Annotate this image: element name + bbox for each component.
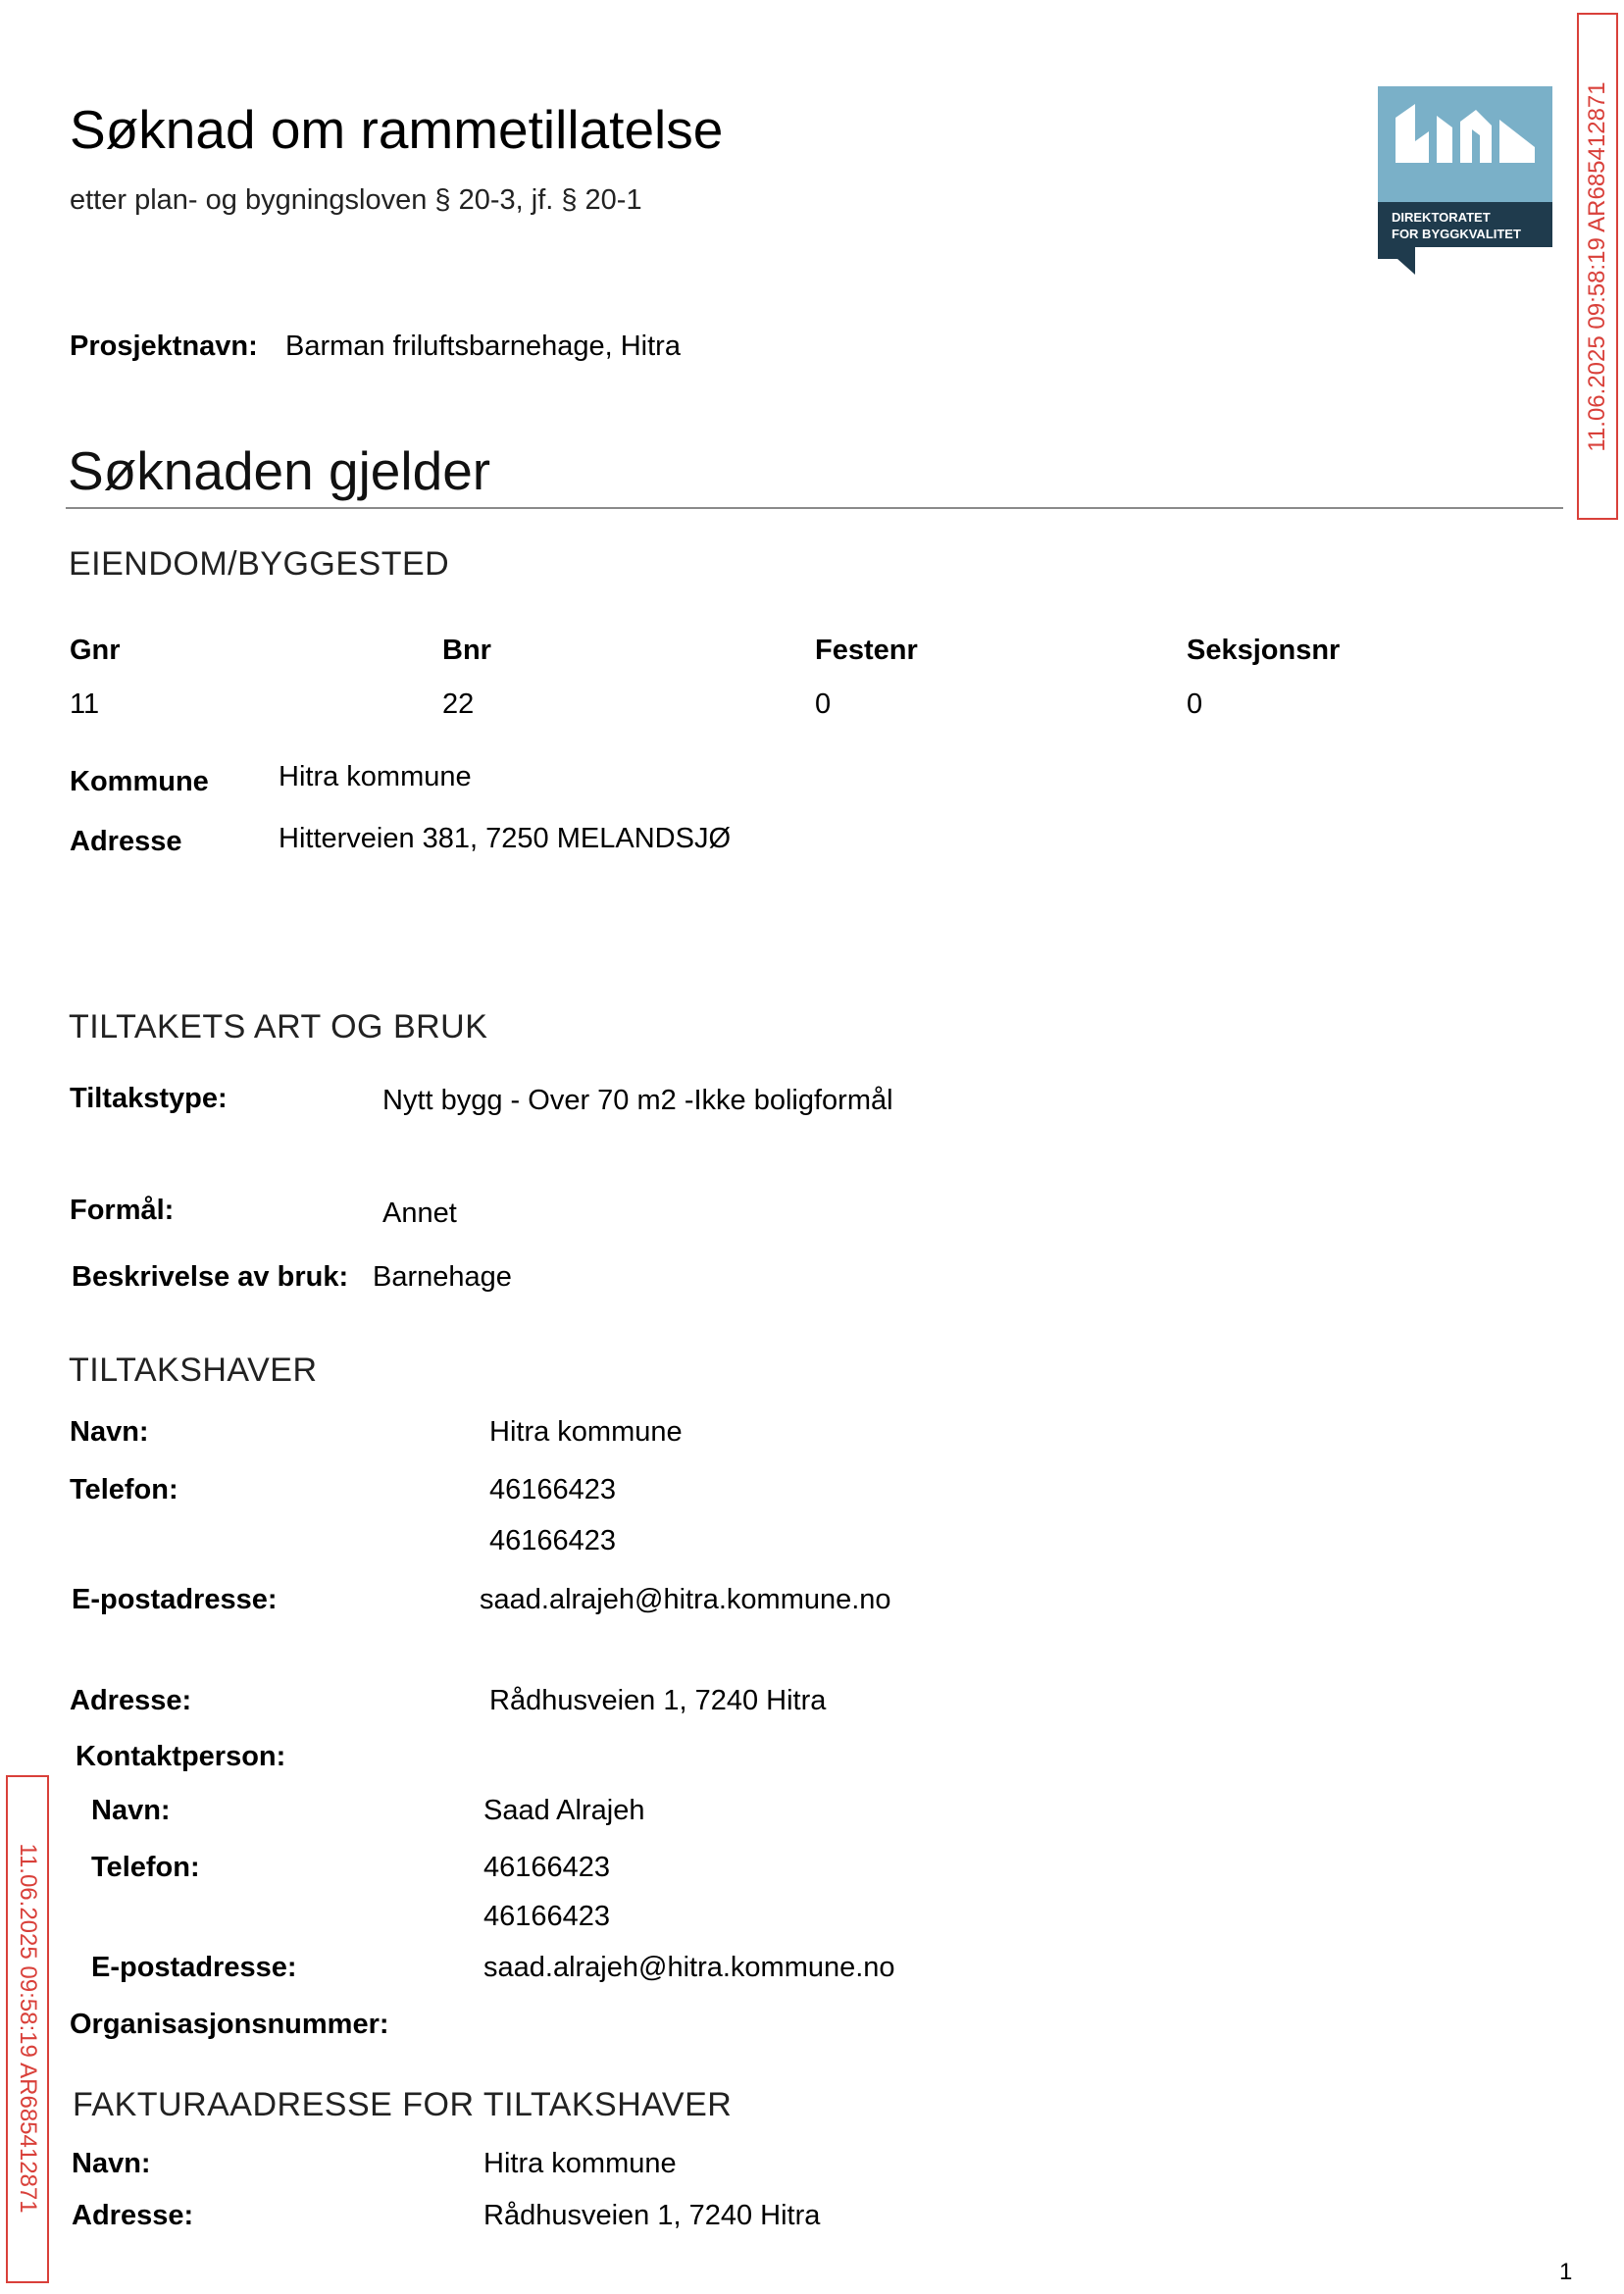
tiltakshaver-epost-label: E-postadresse: bbox=[72, 1584, 278, 1615]
festenr-label: Festenr bbox=[815, 635, 918, 666]
tiltakstype-label: Tiltakstype: bbox=[70, 1083, 228, 1114]
formal-value: Annet bbox=[382, 1198, 457, 1229]
kontakt-telefon-value-1: 46166423 bbox=[483, 1852, 611, 1883]
project-name-label: Prosjektnavn: bbox=[70, 331, 258, 362]
seksjonsnr-value: 0 bbox=[1187, 688, 1203, 720]
logo-line-2: FOR BYGGKVALITET bbox=[1392, 227, 1521, 241]
tiltakstype-value: Nytt bygg - Over 70 m2 -Ikke boligformål bbox=[382, 1085, 893, 1116]
document-title: Søknad om rammetillatelse bbox=[70, 99, 724, 160]
festenr-value: 0 bbox=[815, 688, 832, 720]
gnr-label: Gnr bbox=[70, 635, 121, 666]
faktura-navn-label: Navn: bbox=[72, 2148, 151, 2179]
bnr-value: 22 bbox=[442, 688, 475, 720]
kontakt-epost-label: E-postadresse: bbox=[91, 1952, 297, 1983]
faktura-adresse-value: Rådhusveien 1, 7240 Hitra bbox=[483, 2200, 821, 2231]
tiltakshaver-adresse-label: Adresse: bbox=[70, 1685, 192, 1716]
section-divider bbox=[66, 507, 1563, 509]
adresse-value: Hitterveien 381, 7250 MELANDSJØ bbox=[279, 823, 731, 854]
bnr-label: Bnr bbox=[442, 635, 491, 666]
gnr-value: 11 bbox=[70, 688, 100, 720]
tiltakshaver-telefon-value-2: 46166423 bbox=[489, 1525, 617, 1556]
stamp-top-right-text: 11.06.2025 09:58:19 AR685412871 bbox=[1584, 81, 1610, 452]
page-number: 1 bbox=[1559, 2259, 1573, 2285]
tiltak-heading: TILTAKETS ART OG BRUK bbox=[69, 1008, 488, 1045]
tiltakshaver-heading: TILTAKSHAVER bbox=[69, 1351, 318, 1389]
tiltakshaver-epost-value: saad.alrajeh@hitra.kommune.no bbox=[480, 1584, 891, 1615]
section-title: Søknaden gjelder bbox=[68, 440, 491, 501]
kontakt-epost-value: saad.alrajeh@hitra.kommune.no bbox=[483, 1952, 895, 1983]
project-name-value: Barman friluftsbarnehage, Hitra bbox=[285, 331, 681, 362]
kontaktperson-label: Kontaktperson: bbox=[76, 1741, 286, 1772]
dibk-logo bbox=[1378, 86, 1552, 275]
stamp-bottom-left-text: 11.06.2025 09:58:19 AR685412871 bbox=[15, 1843, 41, 2214]
logo-line-1: DIREKTORATET bbox=[1392, 210, 1491, 225]
dibk-logo-graphic bbox=[1378, 86, 1552, 275]
faktura-adresse-label: Adresse: bbox=[72, 2200, 194, 2231]
bruk-value: Barnehage bbox=[373, 1261, 512, 1293]
adresse-label: Adresse bbox=[70, 826, 182, 857]
kontakt-telefon-value-2: 46166423 bbox=[483, 1901, 611, 1932]
bruk-label: Beskrivelse av bruk: bbox=[72, 1261, 349, 1293]
organisasjonsnummer-label: Organisasjonsnummer: bbox=[70, 2009, 389, 2040]
tiltakshaver-navn-label: Navn: bbox=[70, 1416, 149, 1448]
tiltakshaver-telefon-label: Telefon: bbox=[70, 1474, 178, 1505]
tiltakshaver-telefon-value-1: 46166423 bbox=[489, 1474, 617, 1505]
tiltakshaver-navn-value: Hitra kommune bbox=[489, 1416, 683, 1448]
faktura-heading: FAKTURAADRESSE FOR TILTAKSHAVER bbox=[73, 2086, 733, 2123]
kommune-value: Hitra kommune bbox=[279, 761, 472, 792]
kontakt-telefon-label: Telefon: bbox=[91, 1852, 200, 1883]
formal-label: Formål: bbox=[70, 1195, 175, 1226]
kontakt-navn-value: Saad Alrajeh bbox=[483, 1795, 645, 1826]
kontakt-navn-label: Navn: bbox=[91, 1795, 171, 1826]
seksjonsnr-label: Seksjonsnr bbox=[1187, 635, 1341, 666]
faktura-navn-value: Hitra kommune bbox=[483, 2148, 677, 2179]
kommune-label: Kommune bbox=[70, 766, 209, 797]
eiendom-heading: EIENDOM/BYGGESTED bbox=[69, 545, 450, 583]
document-subtitle: etter plan- og bygningsloven § 20-3, jf. § 20-1 bbox=[70, 184, 642, 216]
tiltakshaver-adresse-value: Rådhusveien 1, 7240 Hitra bbox=[489, 1685, 827, 1716]
